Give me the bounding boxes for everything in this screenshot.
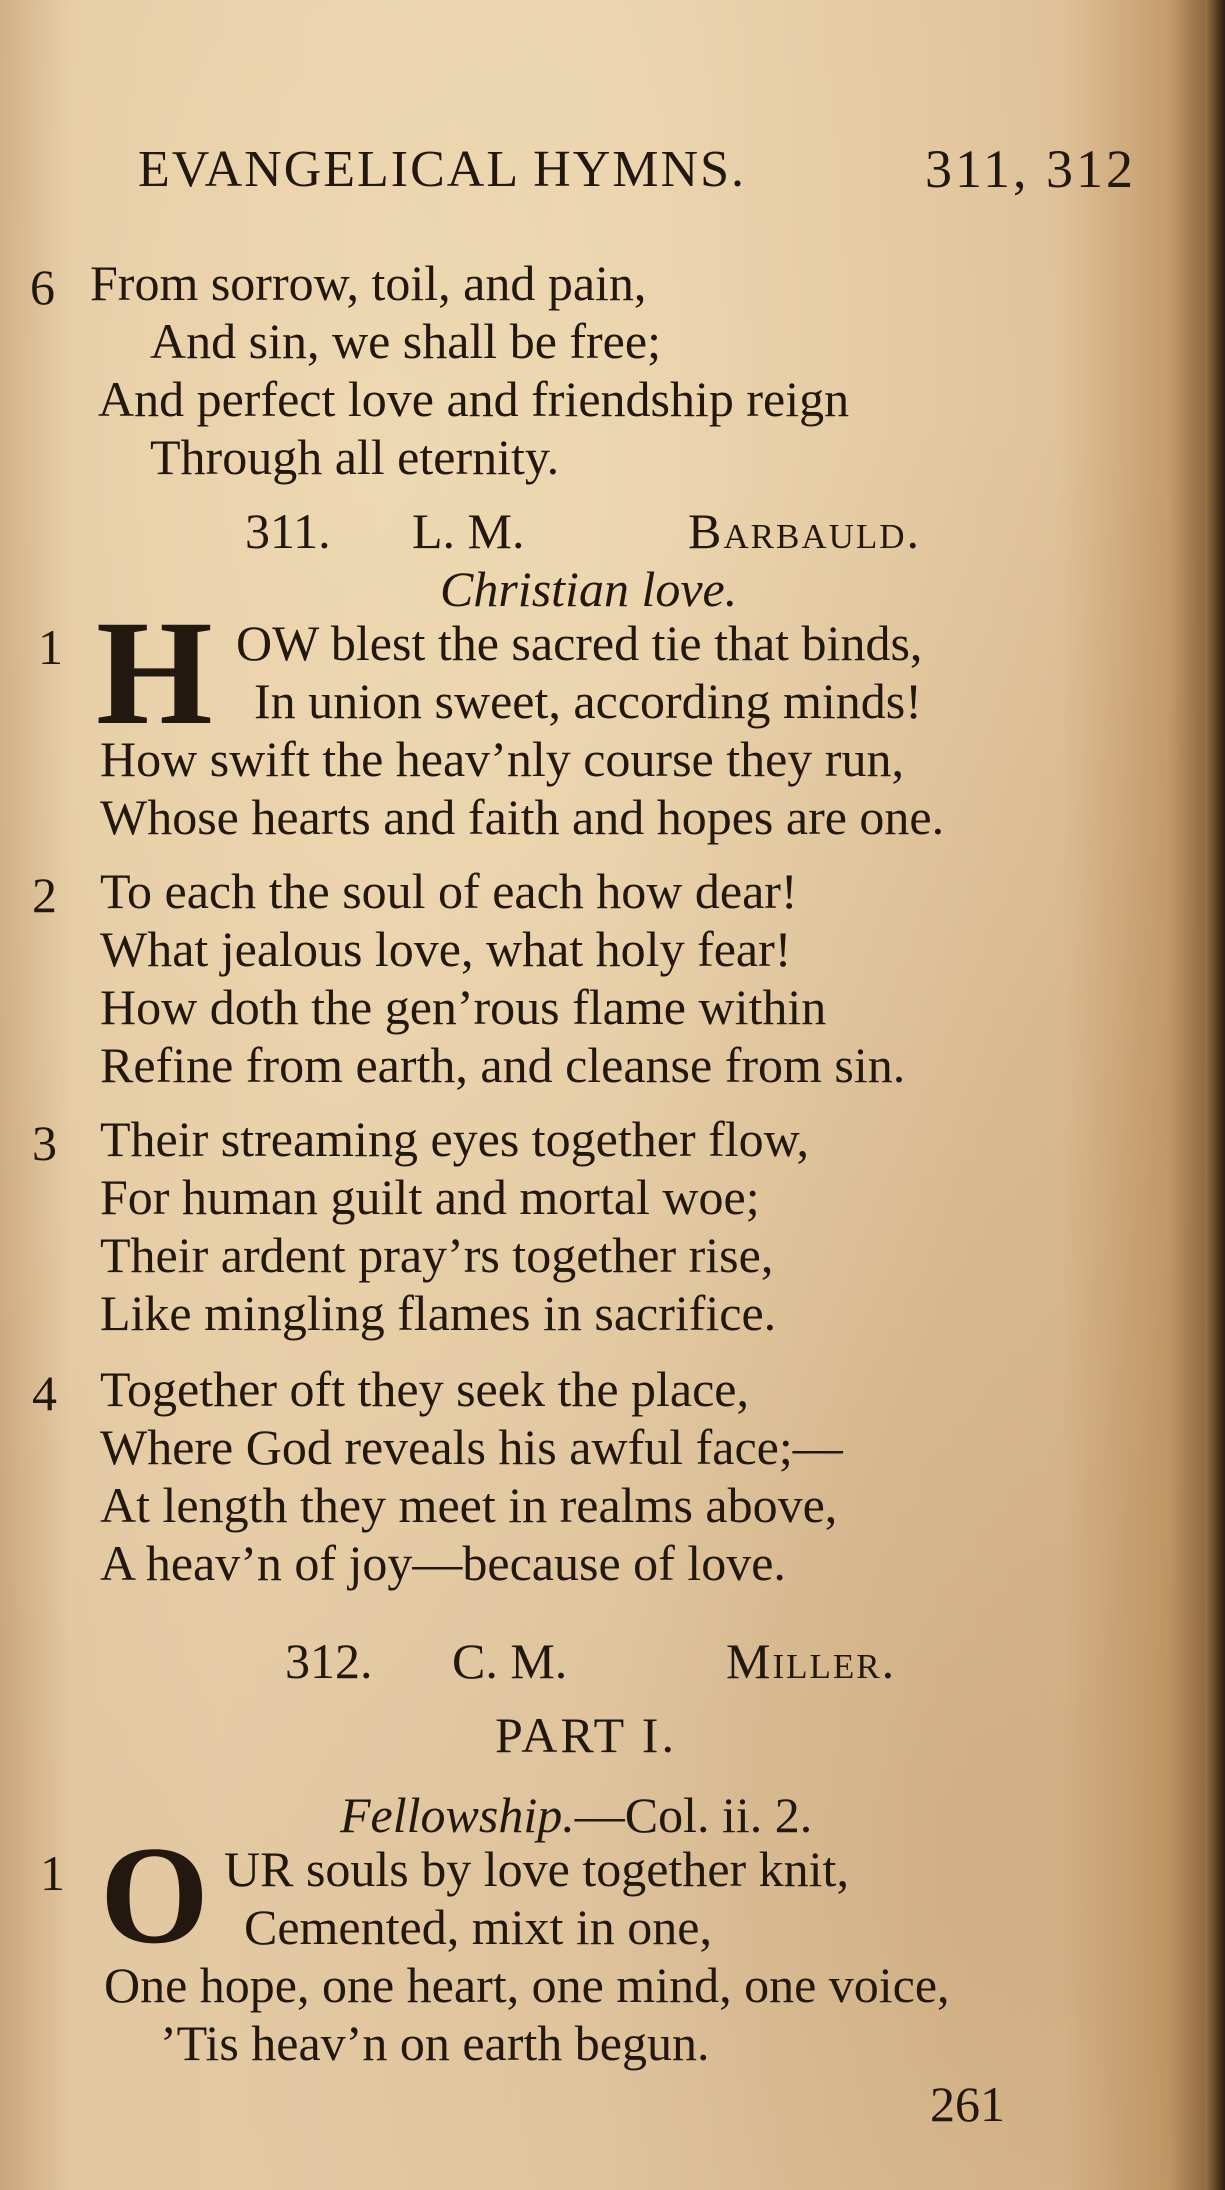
verse-line: Refine from earth, and cleanse from sin. — [100, 1037, 906, 1093]
drop-capital: H — [96, 590, 213, 756]
verse-line: How swift the heav’nly course they run, — [100, 731, 904, 787]
part-heading: PART I. — [495, 1707, 677, 1763]
hymn-author: Barbauld. — [688, 503, 922, 559]
hymn-author: Miller. — [726, 1633, 897, 1689]
hymn-number: 312. — [285, 1633, 373, 1689]
verse-line: One hope, one heart, one mind, one voice, — [104, 1957, 950, 2013]
page-number: 261 — [930, 2076, 1005, 2132]
verse-line: And sin, we shall be free; — [150, 313, 661, 369]
verse-line: From sorrow, toil, and pain, — [90, 255, 647, 311]
drop-capital: O — [100, 1818, 209, 1973]
verse-line: To each the soul of each how dear! — [100, 863, 798, 919]
verse-line: In union sweet, according minds! — [254, 673, 922, 729]
hymn-subtitle — [340, 1786, 812, 1844]
verse-line: Their streaming eyes together flow, — [100, 1111, 810, 1167]
stanza-number: 4 — [32, 1365, 57, 1421]
verse-line: Like mingling flames in sacrifice. — [100, 1285, 777, 1341]
hymn-subtitle: Christian love. — [440, 561, 738, 617]
verse-line: Where God reveals his awful face;— — [100, 1419, 843, 1475]
verse-line: At length they meet in realms above, — [100, 1477, 838, 1533]
verse-line: UR souls by love together knit, — [224, 1841, 849, 1897]
running-head-title: EVANGELICAL HYMNS. — [138, 141, 746, 198]
verse-line: OW blest the sacred tie that binds, — [236, 615, 923, 671]
subtitle-theme: Fellowship. — [340, 1787, 575, 1843]
hymn-meter: L. M. — [412, 503, 525, 559]
verse-line: What jealous love, what holy fear! — [100, 921, 792, 977]
verse-line: Cemented, mixt in one, — [244, 1899, 712, 1955]
hymn-meter: C. M. — [452, 1633, 568, 1689]
running-head-hymn-numbers: 311, 312 — [925, 139, 1136, 199]
verse-line: Whose hearts and faith and hopes are one. — [100, 789, 945, 845]
verse-line: A heav’n of joy—because of love. — [100, 1535, 786, 1591]
stanza-number: 1 — [38, 619, 63, 675]
hymn-number: 311. — [245, 503, 331, 559]
verse-line: ’Tis heav’n on earth begun. — [160, 2015, 710, 2071]
stanza-number: 2 — [32, 867, 57, 923]
verse-line: How doth the gen’rous flame within — [100, 979, 827, 1035]
page-edge — [1205, 0, 1225, 2190]
stanza-number: 6 — [30, 259, 55, 315]
verse-line: Their ardent pray’rs together rise, — [100, 1227, 774, 1283]
verse-line: Together oft they seek the place, — [100, 1361, 749, 1417]
verse-line: Through all eternity. — [150, 429, 560, 485]
stanza-number: 1 — [40, 1845, 65, 1901]
verse-line: And perfect love and friendship reign — [98, 371, 850, 427]
verse-line: For human guilt and mortal woe; — [100, 1169, 760, 1225]
stanza-number: 3 — [32, 1115, 57, 1171]
scripture-reference: —Col. ii. 2. — [574, 1787, 813, 1843]
